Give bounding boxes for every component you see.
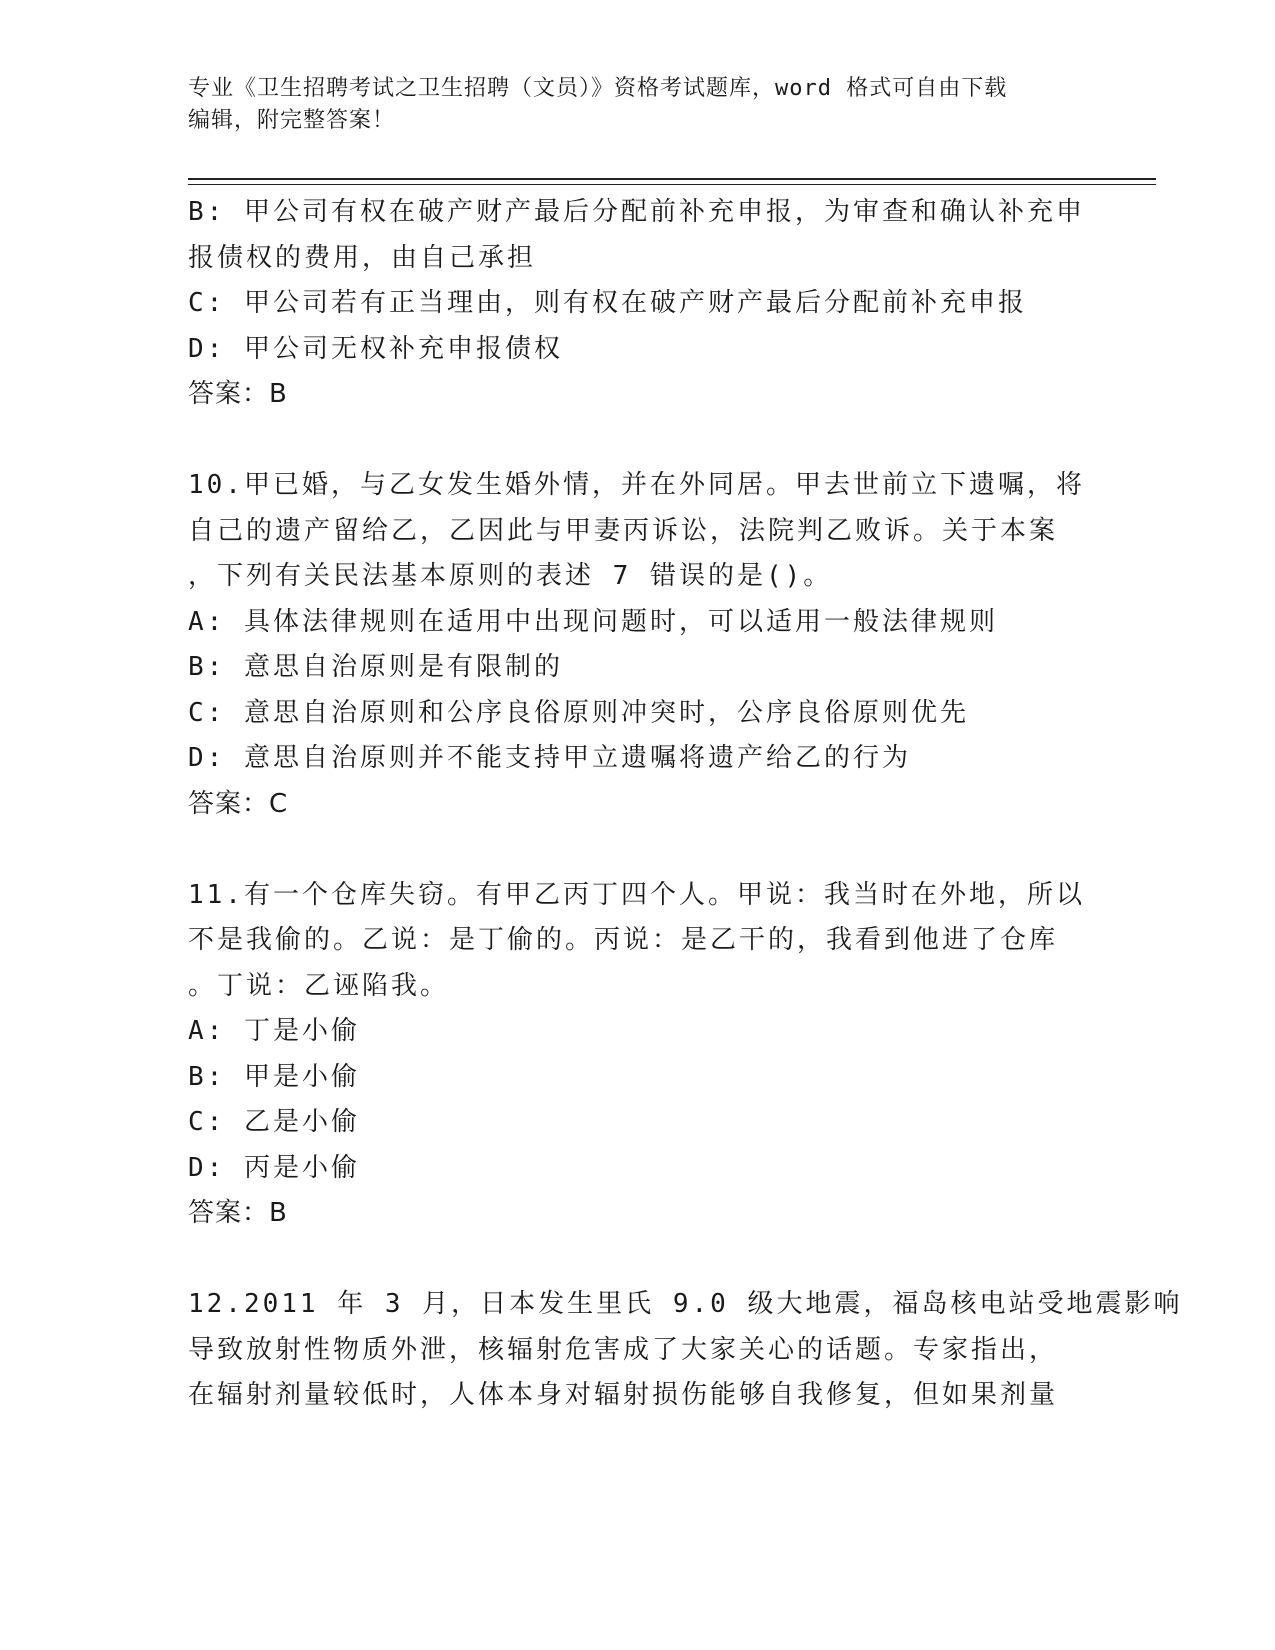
q10-stem-line-2: 自己的遗产留给乙，乙因此与甲妻丙诉讼，法院判乙败诉。关于本案 — [188, 515, 1059, 546]
q10-option-d: D: 意思自治原则并不能支持甲立遗嘱将遗产给乙的行为 — [188, 743, 911, 773]
q11-option-c: C: 乙是小偷 — [188, 1107, 360, 1137]
question-12-block — [188, 1282, 1183, 1419]
header-line-1: 专业《卫生招聘考试之卫生招聘（文员）》资格考试题库，word 格式可自由下载 — [188, 76, 1008, 101]
q10-option-a: A: 具体法律规则在适用中出现问题时，可以适用一般法律规则 — [188, 606, 998, 637]
q11-option-b: B: 甲是小偷 — [188, 1061, 360, 1092]
header-rule-thin — [188, 184, 1156, 185]
q12-stem-line-3: 在辐射剂量较低时，人体本身对辐射损伤能够自我修复，但如果剂量 — [188, 1380, 1059, 1410]
q12-stem-line-1: 12.2011 年 3 月，日本发生里氏 9.0 级大地震，福岛核电站受地震影响 — [188, 1289, 1183, 1319]
q11-stem-line-1: 11.有一个仓库失窃。有甲乙丙丁四个人。甲说：我当时在外地，所以 — [188, 879, 1085, 910]
question-11-block — [188, 873, 1118, 1237]
question-list — [188, 190, 1183, 1419]
spacer — [188, 1237, 1118, 1283]
spacer — [188, 418, 1118, 464]
q11-stem-line-3: 。丁说：乙诬陷我。 — [188, 970, 450, 1001]
header-line-2: 编辑，附完整答案！ — [188, 108, 396, 133]
q9-option-c: C: 甲公司若有正当理由，则有权在破产财产最后分配前补充申报 — [188, 288, 1027, 318]
q9-answer: 答案：B — [188, 379, 288, 409]
q10-stem-line-1: 10.甲已婚，与乙女发生婚外情，并在外同居。甲去世前立下遗嘱，将 — [188, 470, 1085, 500]
q12-stem-line-2: 导致放射性物质外泄，核辐射危害成了大家关心的话题。专家指出， — [188, 1334, 1059, 1365]
q11-option-a: A: 丁是小偷 — [188, 1016, 360, 1046]
q10-answer: 答案：C — [188, 788, 289, 819]
q11-stem-line-2: 不是我偷的。乙说：是丁偷的。丙说：是乙干的，我看到他进了仓库 — [188, 925, 1059, 955]
question-9-block — [188, 190, 1118, 418]
q10-option-b: B: 意思自治原则是有限制的 — [188, 652, 563, 682]
document-header — [188, 73, 1088, 137]
question-10-block — [188, 463, 1118, 827]
spacer — [188, 827, 1118, 873]
q10-option-c: C: 意思自治原则和公序良俗原则冲突时，公序良俗原则优先 — [188, 697, 969, 728]
q9-option-d: D: 甲公司无权补充申报债权 — [188, 333, 563, 364]
header-rule-thick — [188, 178, 1156, 180]
q10-stem-line-3: ，下列有关民法基本原则的表述 7 错误的是()。 — [188, 561, 833, 591]
q9-option-b-line-2: 报债权的费用，由自己承担 — [188, 242, 537, 273]
q11-option-d: D: 丙是小偷 — [188, 1152, 360, 1183]
q9-option-b-line-1: B: 甲公司有权在破产财产最后分配前补充申报，为审查和确认补充申 — [188, 197, 1085, 227]
q11-answer: 答案：B — [188, 1198, 288, 1228]
